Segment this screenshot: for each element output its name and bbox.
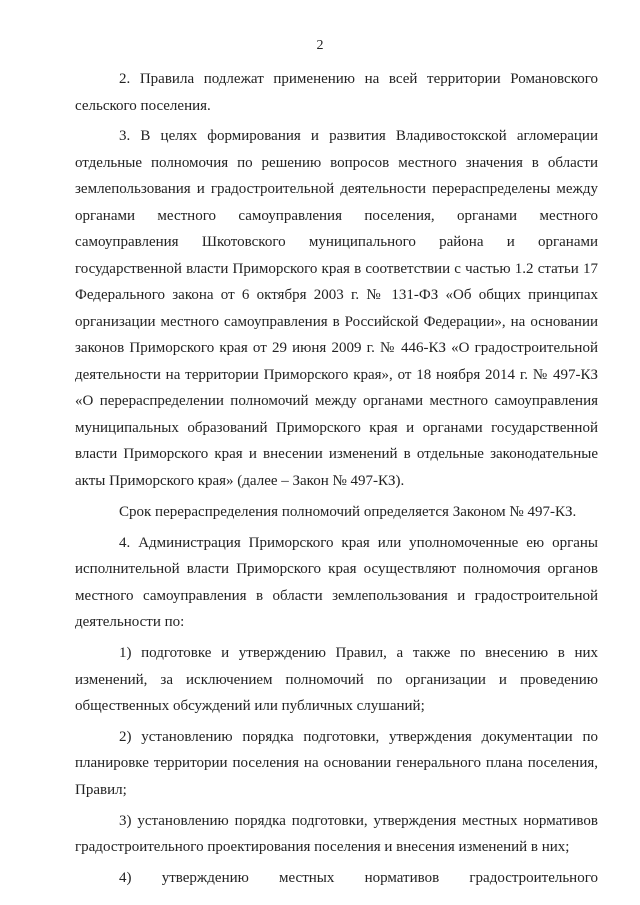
list-item-2: 2) установлению порядка подготовки, утверждения документации по планировке территории поселения на основании генерального плана поселения, Правил; xyxy=(75,728,598,798)
document-body xyxy=(75,66,598,892)
paragraph-redistribution-term: Срок перераспределения полномочий определяется Законом № 497-КЗ. xyxy=(119,503,577,520)
list-item-1: 1) подготовке и утверждению Правил, а также по внесению в них изменений, за исключением полномочий по организации и проведению общественных обсуждений или публичных слушаний; xyxy=(75,645,598,715)
paragraph-3-agglomeration: 3. В целях формирования и развития Владивостокской агломерации отдельные полномочия по решению вопросов местного значения в области землепользования и градостроительной деятельности перераспределены между органами местного самоуправления поселения, органами местного самоуправления Шкотовского муниципального района и органами государственной власти Приморского края в соответствии с частью 1.2 статьи 17 Федерального закона от 6 октября 2003 г. № 131-ФЗ «Об общих принципах организации местного самоуправления в Российской Федерации», на основании законов Приморского края от 29 июня 2009 г. № 446-КЗ «О градостроительной деятельности на территории Приморского края», от 18 ноября 2014 г. № 497-КЗ «О перераспределении полномочий между органами местного самоуправления муниципальных образований Приморского края и органами государственной власти Приморского края и внесении изменений в отдельные законодательные акты Приморского края» (далее – Закон № 497-КЗ). xyxy=(75,128,598,489)
paragraph-2-rules-application: 2. Правила подлежат применению на всей территории Романовского сельского поселения. xyxy=(75,71,598,114)
page-number: 2 xyxy=(316,38,324,53)
list-item-4: 4) утверждению местных нормативов градостроительного xyxy=(119,870,598,887)
paragraph-4-administration: 4. Администрация Приморского края или уполномоченные ею органы исполнительной власти Приморского края осуществляют полномочия органов местного самоуправления в области землепользования и градостроительной деятельности по: xyxy=(75,534,598,631)
list-item-3: 3) установлению порядка подготовки, утверждения местных нормативов градостроительного проектирования поселения и внесения изменений в них; xyxy=(75,812,598,856)
